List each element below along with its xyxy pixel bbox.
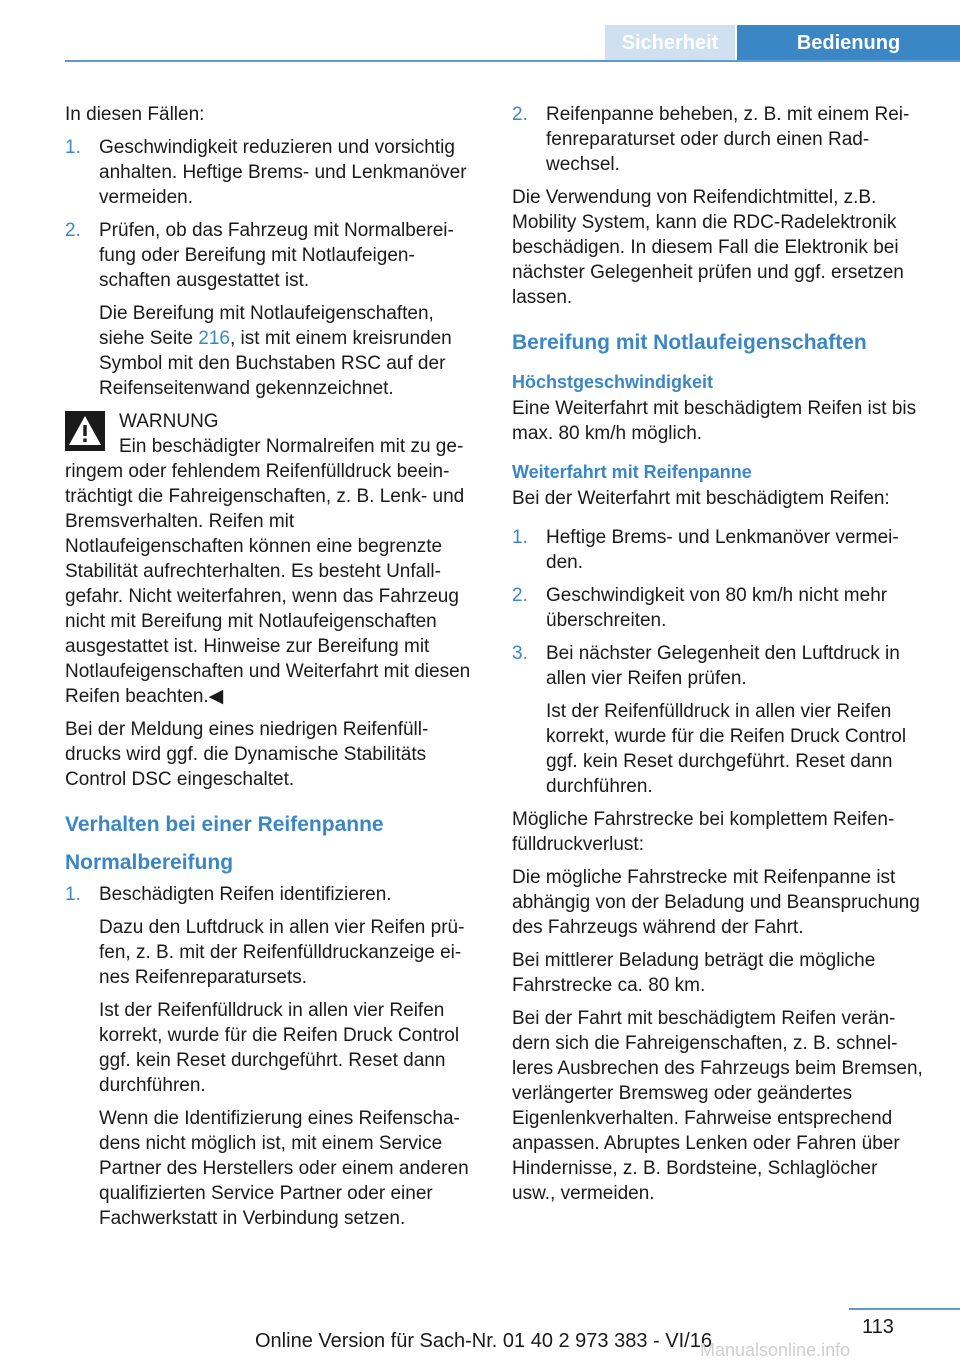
list-item-text: Geschwindigkeit von 80 km/h nicht mehr überschreiten. [546, 585, 888, 631]
list-item-text: Reifenpanne beheben, z. B. mit einem Reifenreparaturset oder durch einen Radwechsel. [546, 104, 910, 175]
subtext-pre: Die Bereifung mit Notlaufeigenschaften, siehe Seite [99, 303, 434, 349]
warning-title: WARNUNG [119, 411, 219, 432]
list-number: 1. [65, 137, 81, 158]
page-link-216[interactable]: 216 [198, 328, 230, 349]
right-column [512, 102, 924, 1214]
paragraph: Mögliche Fahrstrecke bei komplettem Reifenfülldruckverlust: [512, 809, 895, 855]
list-item-text: Prüfen, ob das Fahrzeug mit Normalbereifung oder Bereifung mit Notlaufeigenschaften ausgestattet ist. [99, 220, 454, 291]
heading-weiterfahrt: Weiterfahrt mit Reifenpanne [512, 462, 752, 482]
list-number: 3. [512, 643, 528, 664]
list-item [65, 882, 477, 1231]
list-item [512, 525, 924, 575]
list-number: 2. [512, 585, 528, 606]
list-item-text: Heftige Brems- und Lenkmanöver vermeiden. [546, 527, 899, 573]
list-item-subtext: Dazu den Luftdruck in allen vier Reifen prüfen, z. B. mit der Reifenfülldruckanzeige eines Reifenreparatursets. [99, 917, 465, 988]
warning-icon [65, 411, 105, 451]
rdc-text: Die Verwendung von Reifendichtmittel, z.B. Mobility System, kann die RDC-Radelektronik beschädigen. In diesem Fall die Elektronik bei nächster Gelegenheit prüfen und ggf. ersetzen lassen. [512, 187, 904, 308]
intro-text: In diesen Fällen: [65, 104, 205, 125]
list-number: 2. [65, 220, 81, 241]
footer-rule [849, 1308, 960, 1310]
tab-sicherheit[interactable]: Sicherheit [605, 25, 735, 62]
heading-hoechstgeschwindigkeit: Höchstgeschwindigkeit [512, 372, 714, 392]
list-item [512, 102, 924, 177]
tab-bedienung[interactable]: Bedienung [737, 25, 960, 62]
warning-box [65, 409, 477, 709]
heading-normalbereifung: Normalbereifung [65, 851, 234, 874]
hoechst-text: Eine Weiterfahrt mit beschädigtem Reifen ist bis max. 80 km/h möglich. [512, 398, 917, 444]
list-number: 1. [65, 884, 81, 905]
list-item-subtext: Wenn die Identifizierung eines Reifenschadens nicht möglich ist, mit einem Service Partner des Herstellers oder einem anderen qualifizierten Service Partner oder einer Fachwerkstatt in Verbindung setzen. [99, 1108, 469, 1229]
paragraph: Die mögliche Fahrstrecke mit Reifenpanne ist abhängig von der Beladung und Beanspruchung des Fahrzeugs während der Fahrt. [512, 867, 920, 938]
page-number: 113 [862, 1316, 894, 1338]
warning-text: Ein beschädigter Normalreifen mit zu geringem oder fehlendem Reifenfülldruck beeinträchtigt die Fahreigenschaften, z. B. Lenk- und Bremsverhalten. Reifen mit Notlaufeigenschaften können eine begrenzte Stabilität aufrechterhalten. Es besteht Unfallgefahr. Nicht weiterfahren, wenn das Fahrzeug nicht mit Bereifung mit Notlaufeigenschaften ausgestattet ist. Hinweise zur Bereifung mit Notlaufeigenschaften und Weiterfahrt mit diesen Reifen beachten.◀ [65, 436, 471, 707]
list-item-text: Bei nächster Gelegenheit den Luftdruck in allen vier Reifen prüfen. [546, 643, 900, 689]
subtext-post: , ist mit einem kreisrunden Symbol mit den Buchstaben RSC auf der Reifenseitenwand gekennzeichnet. [99, 328, 452, 399]
watermark: Manualsonline.info [700, 1340, 851, 1360]
list-item-text: Geschwindigkeit reduzieren und vorsichtig anhalten. Heftige Brems- und Lenkmanöver vermeiden. [99, 137, 467, 208]
list-item [65, 135, 477, 210]
list-item-subtext: Ist der Reifenfülldruck in allen vier Reifen korrekt, wurde für die Reifen Druck Control ggf. kein Reset durchgeführt. Reset dann durchführen. [546, 701, 907, 797]
list-item [65, 218, 477, 401]
weiter-intro: Bei der Weiterfahrt mit beschädigtem Reifen: [512, 488, 890, 509]
list-number: 2. [512, 104, 528, 125]
list-item [512, 641, 924, 799]
list-item [512, 583, 924, 633]
heading-reifenpanne: Verhalten bei einer Reifenpanne [65, 813, 384, 836]
paragraph: Bei mittlerer Beladung beträgt die mögliche Fahrstrecke ca. 80 km. [512, 950, 876, 996]
left-column [65, 102, 477, 1239]
list-item-subtext: Ist der Reifenfülldruck in allen vier Reifen korrekt, wurde für die Reifen Druck Control ggf. kein Reset durchgeführt. Reset dann durchführen. [99, 1000, 460, 1096]
paragraph: Bei der Fahrt mit beschädigtem Reifen verändern sich die Fahreigenschaften, z. B. schnelleres Ausbrechen des Fahrzeugs beim Bremsen, verlängerter Bremsweg oder geändertes Eigenlenkverhalten. Fahrweise entsprechend anpassen. Abruptes Lenken oder Fahren über Hindernisse, z. B. Bordsteine, Schlaglöcher usw., vermeiden. [512, 1008, 923, 1204]
heading-notlaufeigenschaften: Bereifung mit Notlaufeigenschaften [512, 331, 867, 354]
dsc-text: Bei der Meldung eines niedrigen Reifenfülldrucks wird ggf. die Dynamische Stabilitäts Control DSC eingeschaltet. [65, 719, 429, 790]
header-rule [65, 60, 960, 62]
list-item-text: Beschädigten Reifen identifizieren. [99, 884, 392, 905]
online-version-note: Online Version für Sach-Nr. 01 40 2 973 383 - VI/16 [255, 1330, 712, 1352]
list-item-subtext [99, 301, 477, 401]
list-number: 1. [512, 527, 528, 548]
